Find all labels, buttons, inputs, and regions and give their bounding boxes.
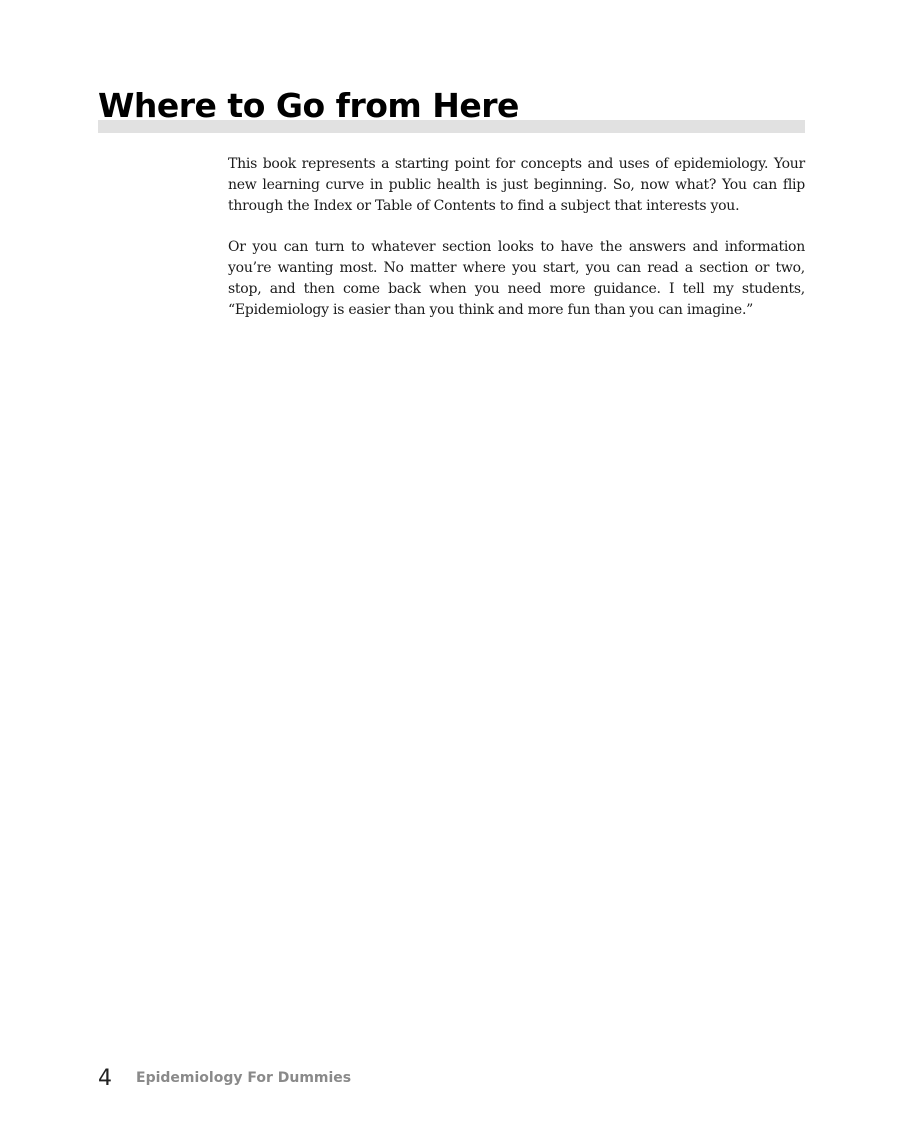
body-text bbox=[228, 154, 805, 341]
section-heading: Where to Go from Here bbox=[98, 86, 519, 125]
page-number: 4 bbox=[98, 1065, 112, 1091]
running-title: Epidemiology For Dummies bbox=[136, 1070, 352, 1086]
page-footer bbox=[98, 1064, 351, 1092]
paragraph: Or you can turn to whatever section looks to have the answers and information you’re wanting most. No matter where you start, you can read a section or two, stop, and then come back when you need more guidance. I tell my students, “Epidemiology is easier than you think and more fun than you can imagine.” bbox=[228, 239, 805, 318]
section-heading-block bbox=[98, 84, 805, 134]
paragraph: This book represents a starting point for concepts and uses of epidemiology. Your new learning curve in public health is just beginning. So, now what? You can flip through the Index or Table of Contents to find a subject that interests you. bbox=[228, 156, 805, 214]
